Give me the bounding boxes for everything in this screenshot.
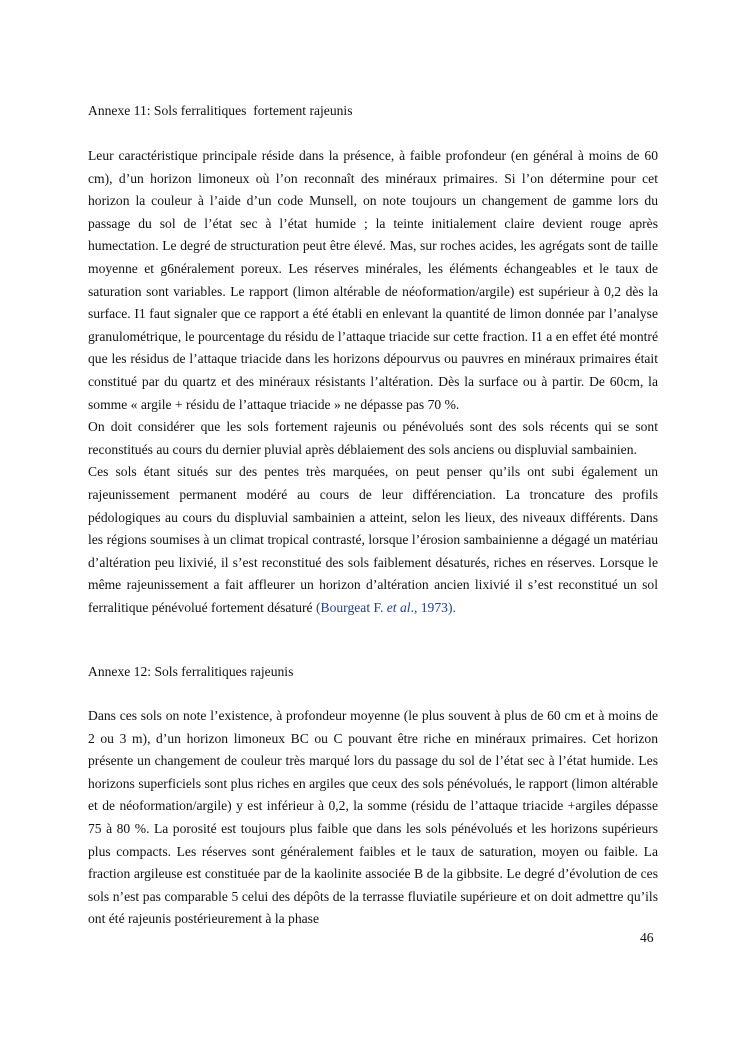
annex-12-paragraph-1: Dans ces sols on note l’existence, à profondeur moyenne (le plus souvent à plus de 60 cm et à moins de 2 ou 3 m), d’un horizon limoneux BC ou C pouvant être riche en minéraux primaires. Cet horizon présente un changement de couleur très marqué lors du passage du sol de l’état sec à l’état humide. Les horizons superficiels sont plus riches en argiles que ceux des sols pénévolués, le rapport (limon altérable et de néoformation/argile) y est inférieur à 0,2, la somme (résidu de l’attaque triacide +argiles dépasse 75 à 80 %. La porosité est toujours plus faible que dans les sols pénévolués et les horizons supérieurs plus compacts. Les réserves sont généralement faibles et le taux de saturation, moyen ou faible. La fraction argileuse est constituée par de la kaolinite associée B de la gibbsite. Le degré d’évolution de ces sols n’est pas comparable 5 celui des dépôts de la terrasse fluviatile supérieure et on doit admettre qu’ils ont été rajeunis postérieurement à la phase <box>88 708 658 927</box>
annex-11-paragraph-3-text: Ces sols étant situés sur des pentes très marquées, on peut penser qu’ils ont subi également un rajeunissement permanent modéré au cours de leur différenciation. La troncature des profils pédologiques au cours du displuvial sambainien a atteint, selon les lieux, des niveaux différents. Dans les régions soumises à un climat tropical contrasté, lorsque l’érosion sambainienne a dégagé un matériau d’altération peu lixivié, il s’est reconstitué des sols faiblement désaturés, riches en réserves. Lorsque le même rajeunissement a fait affleurer un horizon d’altération ancien lixivié il s’est reconstitué un sol ferralitique pénévolué fortement désaturé <box>88 464 658 615</box>
citation-year: ., 1973). <box>410 599 456 615</box>
annex-12-title: Annexe 12: Sols ferralitiques rajeunis <box>88 664 294 679</box>
citation <box>316 600 456 615</box>
annex-12-body <box>88 705 658 931</box>
citation-et-al: et al <box>386 599 411 615</box>
page-number: 46 <box>640 930 654 945</box>
annex-11-title: Annexe 11: Sols ferralitiques fortement rajeunis <box>88 103 353 118</box>
annex-11-paragraph-2: On doit considérer que les sols fortement rajeunis ou pénévolués sont des sols récents qui se sont reconstitués au cours du dernier pluvial après déblaiement des sols anciens ou displuvial sambainien. <box>88 419 658 457</box>
citation-author: (Bourgeat F. <box>315 599 387 615</box>
annex-11-paragraph-1: Leur caractéristique principale réside dans la présence, à faible profondeur (en général à moins de 60 cm), d’un horizon limoneux où l’on reconnaît des minéraux primaires. Si l’on détermine pour cet horizon la couleur à l’aide d’un code Munsell, on note toujours un changement de gamme lors du passage du sol de l’état sec à l’état humide ; la teinte initialement claire devient rouge après humectation. Le degré de structuration peut être élevé. Mas, sur roches acides, les agrégats sont de taille moyenne et g6néralement poreux. Les réserves minérales, les éléments échangeables et le taux de saturation sont variables. Le rapport (limon altérable de néoformation/argile) est supérieur à 0,2 dès la surface. I1 faut signaler que ce rapport a été établi en enlevant la quantité de limon donnée par l’analyse granulométrique, le pourcentage du résidu de l’attaque triacide sur cette fraction. I1 a en effet été montré que les résidus de l’attaque triacide dans les horizons dépourvus ou pauvres en minéraux primaires était constitué par du quartz et des minéraux résistants l’altération. Dès la surface ou à partir. De 60cm, la somme « argile + résidu de l’attaque triacide » ne dépasse pas 70 %. <box>88 148 658 412</box>
annex-11-body <box>88 145 658 619</box>
annex-11-paragraph-3 <box>88 461 658 619</box>
